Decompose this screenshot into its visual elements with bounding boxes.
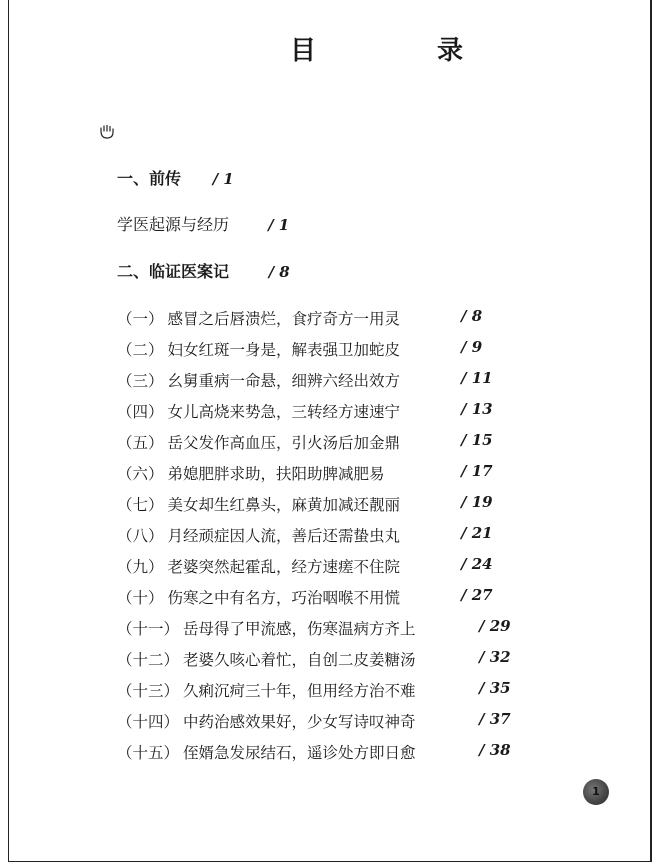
entry-title: 老婆久咳心着忙，自创二皮姜糖汤	[183, 651, 416, 669]
entry-page: / 32	[479, 648, 511, 666]
toc-entry[interactable]	[117, 648, 511, 669]
toc-subsection-origin[interactable]	[117, 212, 289, 235]
toc-entry[interactable]	[117, 338, 483, 359]
entry-title: 久痢沉疴三十年，但用经方治不难	[183, 682, 416, 700]
entry-page: / 37	[479, 710, 511, 728]
toc-entry[interactable]	[117, 555, 493, 576]
toc-section-prologue[interactable]	[117, 166, 234, 189]
entry-number: （七）	[117, 496, 164, 514]
toc-entry[interactable]	[117, 307, 483, 328]
entry-title: 弟媳肥胖求助，扶阳助脾减肥易	[167, 465, 385, 483]
entry-number: （九）	[117, 558, 164, 576]
section-page: / 1	[212, 170, 234, 188]
entry-page: / 13	[461, 400, 493, 418]
entry-page: / 38	[479, 741, 511, 759]
entry-page: / 27	[461, 586, 493, 604]
entry-title: 女儿高烧来势急，三转经方速速宁	[167, 403, 401, 421]
toc-entry[interactable]	[117, 462, 493, 483]
entry-title: 岳母得了甲流感，伤寒温病方齐上	[183, 620, 416, 638]
entry-title: 妇女红斑一身是，解表强卫加蛇皮	[167, 341, 401, 359]
entry-title: 侄婿急发尿结石，遥诊处方即日愈	[183, 744, 416, 762]
entry-page: / 8	[461, 307, 483, 325]
entry-page: / 19	[461, 493, 493, 511]
entry-title: 中药治感效果好，少女写诗叹神奇	[183, 713, 416, 731]
toc-entry[interactable]	[117, 617, 511, 638]
toc-entry[interactable]	[117, 741, 511, 762]
toc-entry[interactable]	[117, 679, 511, 700]
entry-title: 感冒之后唇溃烂，食疗奇方一用灵	[167, 310, 401, 328]
page-number-badge: 1	[583, 779, 609, 805]
toc-entry[interactable]	[117, 524, 493, 545]
entry-number: （一）	[117, 310, 164, 328]
toc-entry[interactable]	[117, 369, 493, 390]
entry-title: 岳父发作高血压，引火汤后加金鼎	[167, 434, 401, 452]
toc-entry[interactable]	[117, 493, 493, 514]
entry-number: （十）	[117, 589, 164, 607]
entry-page: / 17	[461, 462, 493, 480]
entry-number: （四）	[117, 403, 164, 421]
entry-title: 美女却生红鼻头，麻黄加减还靓丽	[167, 496, 401, 514]
entry-title: 伤寒之中有名方，巧治咽喉不用慌	[167, 589, 401, 607]
toc-entry[interactable]	[117, 710, 511, 731]
toc-entry[interactable]	[117, 400, 493, 421]
subsection-page: / 1	[268, 216, 290, 234]
entry-page: / 24	[461, 555, 493, 573]
hand-pointer-icon	[99, 124, 117, 140]
entry-number: （六）	[117, 465, 164, 483]
entry-page: / 35	[479, 679, 511, 697]
entry-number: （十五）	[117, 744, 180, 762]
entry-page: / 11	[461, 369, 493, 387]
entry-page: / 29	[479, 617, 511, 635]
entry-title: 幺舅重病一命悬，细辨六经出效方	[167, 372, 401, 390]
toc-entry[interactable]	[117, 586, 493, 607]
entry-number: （八）	[117, 527, 164, 545]
toc-section-cases[interactable]	[117, 259, 290, 282]
entry-number: （十三）	[117, 682, 180, 700]
entry-number: （十四）	[117, 713, 180, 731]
section-label: 一、前传	[117, 169, 182, 188]
entry-title: 老婆突然起霍乱，经方速瘥不住院	[167, 558, 401, 576]
entry-number: （十一）	[117, 620, 180, 638]
entry-page: / 9	[461, 338, 483, 356]
entry-number: （三）	[117, 372, 164, 390]
entry-number: （五）	[117, 434, 164, 452]
subsection-label: 学医起源与经历	[117, 215, 230, 234]
page-title: 目 录	[290, 36, 520, 66]
entry-title: 月经顽症因人流，善后还需蛰虫丸	[167, 527, 401, 545]
section-label: 二、临证医案记	[117, 262, 230, 281]
toc-entry[interactable]	[117, 431, 493, 452]
entry-number: （二）	[117, 341, 164, 359]
section-page: / 8	[268, 263, 290, 281]
entry-number: （十二）	[117, 651, 180, 669]
entry-page: / 15	[461, 431, 493, 449]
entry-page: / 21	[461, 524, 493, 542]
